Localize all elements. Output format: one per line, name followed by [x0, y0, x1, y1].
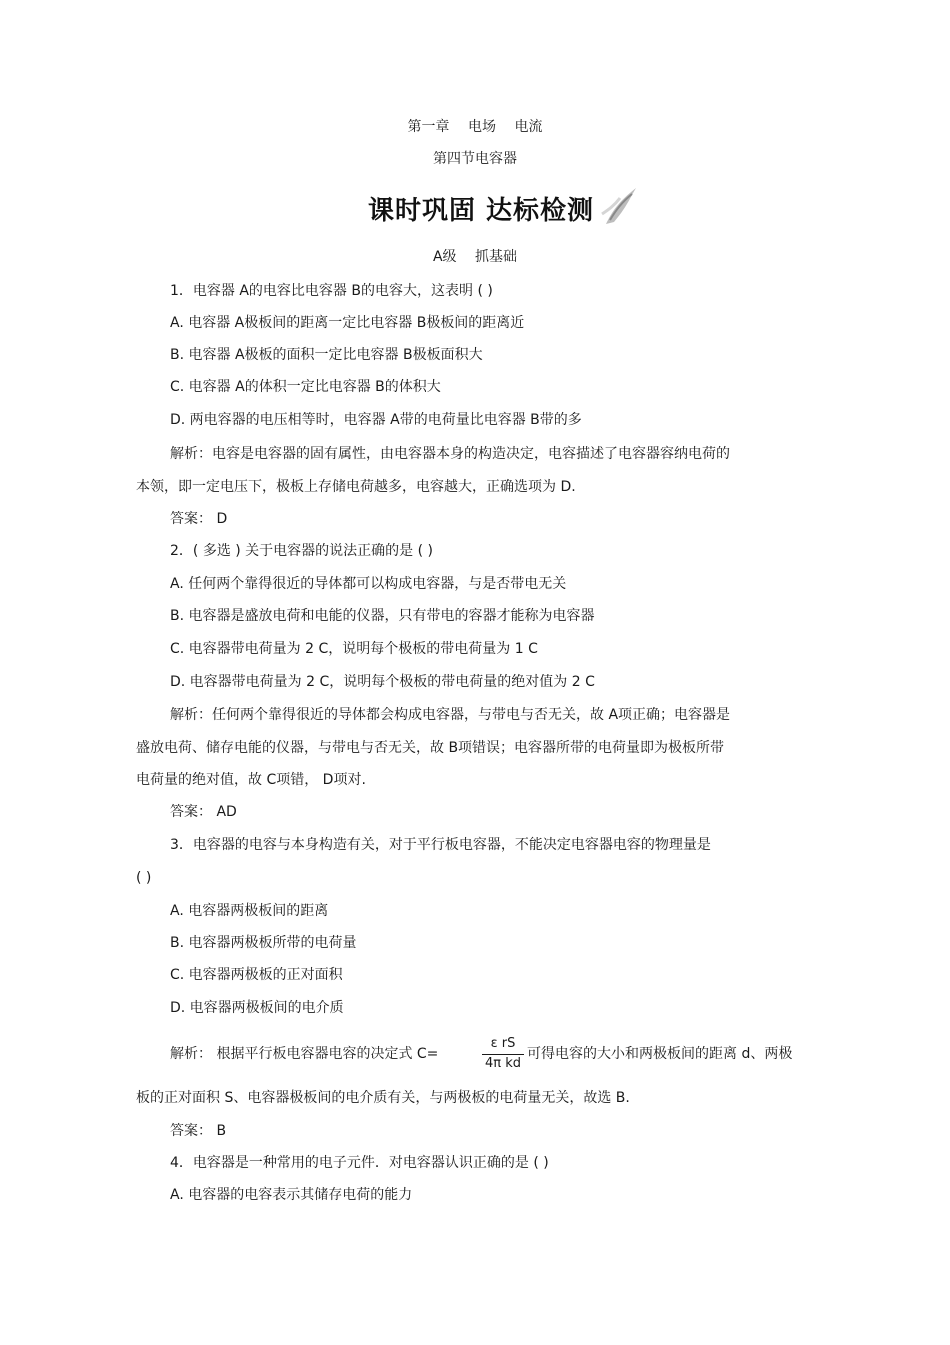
text-line: B. 电容器是盛放电荷和电能的仪器，只有带电的容器才能称为电容器: [170, 608, 595, 624]
text-line: D. 两电容器的电压相等时，电容器 A带的电荷量比电容器 B带的多: [170, 412, 582, 428]
formula-denominator: 4π kd: [484, 1056, 521, 1071]
text-line: C. 电容器两极板的正对面积: [170, 967, 343, 983]
text-line: A. 电容器的电容表示其储存电荷的能力: [170, 1187, 413, 1203]
section-title: 第四节电容器: [433, 151, 517, 167]
text-line: C. 电容器 A的体积一定比电容器 B的体积大: [170, 379, 441, 395]
text-line: 4．电容器是一种常用的电子元件．对电容器认识正确的是 ( ): [170, 1155, 549, 1171]
text-line: ( ): [136, 870, 152, 886]
text-line: 本领，即一定电压下，极板上存储电荷越多，电容越大，正确选项为 D.: [136, 479, 576, 495]
text-line: 板的正对面积 S、电容器极板间的电介质有关，与两极板的电荷量无关，故选 B.: [136, 1090, 630, 1106]
text-line: C. 电容器带电荷量为 2 C，说明每个极板的带电荷量为 1 C: [170, 641, 538, 657]
text-line: A. 电容器 A极板间的距离一定比电容器 B极板间的距离近: [170, 315, 525, 331]
chapter-title: 第一章 电场 电流: [407, 119, 543, 135]
text-line: 盛放电荷、储存电能的仪器，与带电与否无关，故 B项错误；电容器所带的电荷量即为极板所带: [136, 740, 725, 756]
fraction-bar: [482, 1054, 524, 1055]
text-line: 答案： D: [170, 511, 228, 527]
text-line: 答案： AD: [170, 804, 237, 820]
text-line: D. 电容器两极板间的电介质: [170, 1000, 344, 1016]
text-line: 可得电容的大小和两极板间的距离 d、两极: [527, 1046, 793, 1062]
text-line: A. 任何两个靠得很近的导体都可以构成电容器，与是否带电无关: [170, 576, 567, 592]
text-line: 答案： B: [170, 1123, 227, 1139]
banner-text: 课时巩固 达标检测: [368, 196, 595, 226]
banner: [350, 182, 640, 230]
text-line: 解析： 根据平行板电容器电容的决定式 C=: [170, 1046, 439, 1062]
text-line: D. 电容器带电荷量为 2 C，说明每个极板的带电荷量的绝对值为 2 C: [170, 674, 595, 690]
text-line: B. 电容器 A极板的面积一定比电容器 B极板面积大: [170, 347, 483, 363]
formula-numerator: ε rS: [490, 1036, 516, 1051]
text-line: 解析：任何两个靠得很近的导体都会构成电容器，与带电与否无关，故 A项正确；电容器是: [170, 707, 731, 723]
text-line: B. 电容器两极板所带的电荷量: [170, 935, 357, 951]
text-line: 1．电容器 A的电容比电容器 B的电容大，这表明 ( ): [170, 283, 493, 299]
text-line: 解析：电容是电容器的固有属性，由电容器本身的构造决定，电容描述了电容器容纳电荷的: [170, 446, 730, 462]
text-line: 2．( 多选 ) 关于电容器的说法正确的是 ( ): [170, 543, 434, 559]
brush-stroke-icon: [600, 184, 640, 226]
text-line: 3．电容器的电容与本身构造有关，对于平行板电容器，不能决定电容器电容的物理量是: [170, 837, 711, 853]
text-line: 电荷量的绝对值，故 C项错， D项对.: [136, 772, 366, 788]
capacitance-formula: [480, 1036, 526, 1072]
text-line: A. 电容器两极板间的距离: [170, 903, 329, 919]
level-heading: A级 抓基础: [432, 249, 518, 265]
